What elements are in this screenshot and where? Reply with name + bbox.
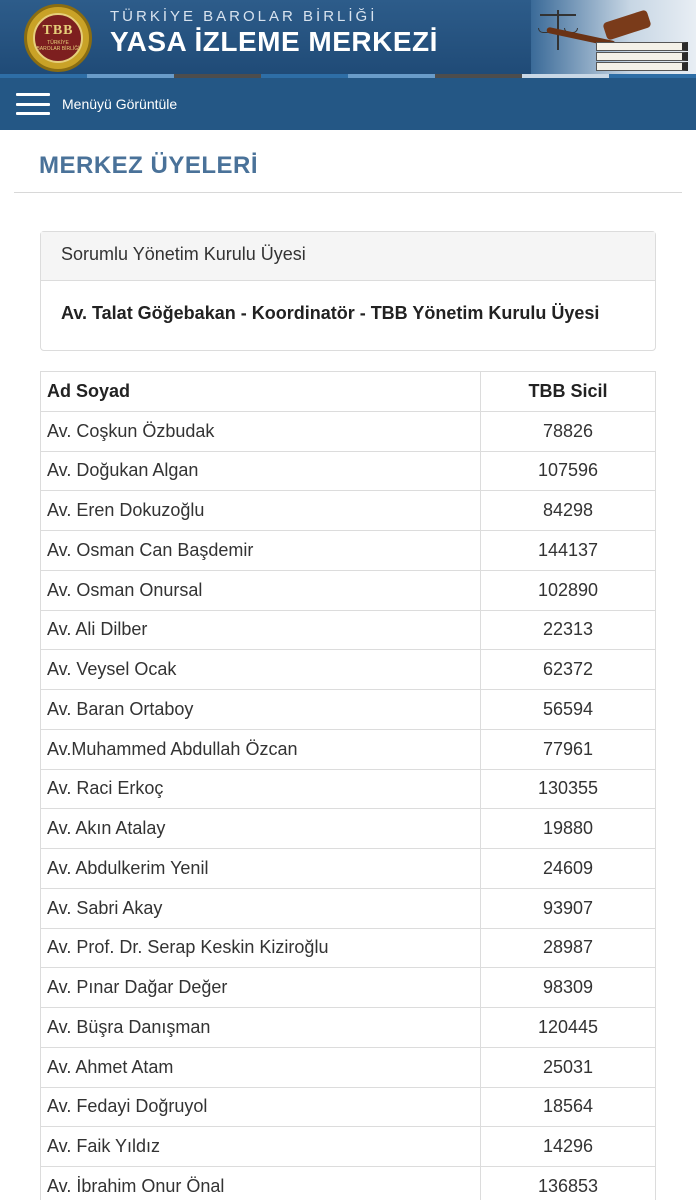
members-table xyxy=(40,371,656,1200)
book-icon xyxy=(596,42,688,51)
table-row xyxy=(41,1127,656,1167)
member-sicil: 56594 xyxy=(481,690,656,730)
member-sicil: 28987 xyxy=(481,928,656,968)
member-sicil: 14296 xyxy=(481,1127,656,1167)
member-name: Av. Ali Dilber xyxy=(41,610,481,650)
member-name: Av. Büşra Danışman xyxy=(41,1008,481,1048)
table-row xyxy=(41,531,656,571)
table-row xyxy=(41,570,656,610)
color-stripe xyxy=(87,74,174,78)
table-row xyxy=(41,1087,656,1127)
member-sicil: 120445 xyxy=(481,1008,656,1048)
member-name: Av.Muhammed Abdullah Özcan xyxy=(41,729,481,769)
member-sicil: 136853 xyxy=(481,1167,656,1200)
member-name: Av. Raci Erkoç xyxy=(41,769,481,809)
panel-body: Av. Talat Göğebakan - Koordinatör - TBB Yönetim Kurulu Üyesi xyxy=(61,303,600,323)
member-name: Av. Veysel Ocak xyxy=(41,650,481,690)
member-name: Av. Coşkun Özbudak xyxy=(41,411,481,451)
member-name: Av. Prof. Dr. Serap Keskin Kiziroğlu xyxy=(41,928,481,968)
member-name: Av. Akın Atalay xyxy=(41,809,481,849)
hamburger-icon[interactable] xyxy=(16,93,50,115)
table-row xyxy=(41,888,656,928)
table-row xyxy=(41,968,656,1008)
table-row xyxy=(41,1008,656,1048)
member-sicil: 102890 xyxy=(481,570,656,610)
member-name: Av. Doğukan Algan xyxy=(41,451,481,491)
table-row xyxy=(41,809,656,849)
tbb-logo-emblem xyxy=(33,13,83,63)
member-sicil: 25031 xyxy=(481,1047,656,1087)
member-sicil: 24609 xyxy=(481,849,656,889)
color-stripe xyxy=(609,74,696,78)
members-table-body xyxy=(41,411,656,1200)
org-name: TÜRKİYE BAROLAR BİRLİĞİ xyxy=(110,8,378,25)
member-name: Av. Osman Onursal xyxy=(41,570,481,610)
color-stripe-bar xyxy=(0,74,696,78)
page-title: MERKEZ ÜYELERİ xyxy=(14,152,682,193)
table-row xyxy=(41,610,656,650)
member-sicil: 19880 xyxy=(481,809,656,849)
book-icon xyxy=(596,52,688,61)
table-row xyxy=(41,769,656,809)
member-sicil: 77961 xyxy=(481,729,656,769)
member-sicil: 93907 xyxy=(481,888,656,928)
gavel-icon xyxy=(602,9,651,40)
column-header-sicil: TBB Sicil xyxy=(481,372,656,412)
member-sicil: 98309 xyxy=(481,968,656,1008)
tbb-logo[interactable] xyxy=(24,4,92,72)
member-sicil: 84298 xyxy=(481,491,656,531)
table-row xyxy=(41,729,656,769)
table-row xyxy=(41,928,656,968)
member-sicil: 62372 xyxy=(481,650,656,690)
site-banner xyxy=(0,0,696,78)
responsible-board-member-panel xyxy=(40,231,656,351)
member-name: Av. Faik Yıldız xyxy=(41,1127,481,1167)
member-name: Av. Ahmet Atam xyxy=(41,1047,481,1087)
member-sicil: 144137 xyxy=(481,531,656,571)
table-row xyxy=(41,451,656,491)
member-sicil: 22313 xyxy=(481,610,656,650)
member-name: Av. Osman Can Başdemir xyxy=(41,531,481,571)
logo-small-text: TÜRKİYE BAROLAR BİRLİĞİ xyxy=(36,40,80,52)
color-stripe xyxy=(0,74,87,78)
column-header-name: Ad Soyad xyxy=(41,372,481,412)
color-stripe xyxy=(174,74,261,78)
site-name[interactable]: YASA İZLEME MERKEZİ xyxy=(110,26,438,57)
member-name: Av. İbrahim Onur Önal xyxy=(41,1167,481,1200)
member-name: Av. Pınar Dağar Değer xyxy=(41,968,481,1008)
nav-bar xyxy=(0,78,696,130)
table-row xyxy=(41,411,656,451)
book-icon xyxy=(596,62,688,71)
table-row xyxy=(41,1047,656,1087)
color-stripe xyxy=(348,74,435,78)
justice-scene-image xyxy=(531,0,696,78)
color-stripe xyxy=(261,74,348,78)
member-sicil: 130355 xyxy=(481,769,656,809)
member-sicil: 107596 xyxy=(481,451,656,491)
table-row xyxy=(41,849,656,889)
color-stripe xyxy=(522,74,609,78)
member-name: Av. Sabri Akay xyxy=(41,888,481,928)
menu-toggle-label[interactable]: Menüyü Görüntüle xyxy=(62,96,178,112)
table-row xyxy=(41,1167,656,1200)
panel-heading: Sorumlu Yönetim Kurulu Üyesi xyxy=(41,232,655,281)
member-sicil: 18564 xyxy=(481,1087,656,1127)
table-header-row xyxy=(41,372,656,412)
table-row xyxy=(41,491,656,531)
member-name: Av. Baran Ortaboy xyxy=(41,690,481,730)
member-sicil: 78826 xyxy=(481,411,656,451)
logo-mark: TBB xyxy=(42,23,74,38)
member-name: Av. Eren Dokuzoğlu xyxy=(41,491,481,531)
member-name: Av. Fedayi Doğruyol xyxy=(41,1087,481,1127)
table-row xyxy=(41,650,656,690)
table-row xyxy=(41,690,656,730)
member-name: Av. Abdulkerim Yenil xyxy=(41,849,481,889)
color-stripe xyxy=(435,74,522,78)
